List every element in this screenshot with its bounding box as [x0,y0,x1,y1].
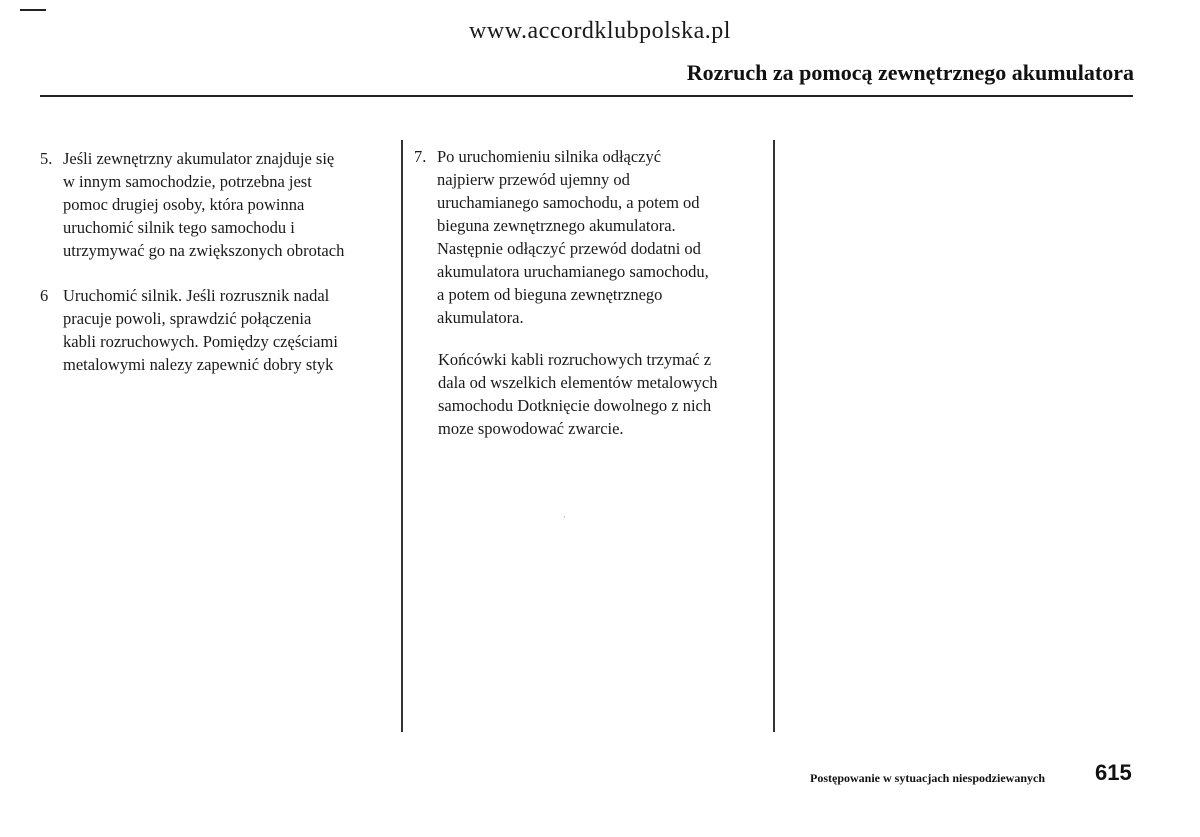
step-6 [40,284,390,376]
corner-dash-mark [20,9,46,11]
footer-chapter-title: Postępowanie w sytuacjach niespodziewanych [810,771,1046,785]
step-5-number: 5. [40,149,53,168]
column-divider-left [401,140,403,732]
step-6-text: Uruchomić silnik. Jeśli rozrusznik nadal pracuje powoli, sprawdzić połączenia kabli rozruchowych. Pomiędzy częściami metalowymi nalezy zapewnić dobry styk [63,286,338,374]
step-7 [414,145,764,329]
stray-mark: ` [563,515,566,524]
page-number: 615 [1095,760,1132,785]
warning-note: Końcówki kabli rozruchowych trzymać z dala od wszelkich elementów metalowych samochodu Dotknięcie dowolnego z nich moze spowodować zwarcie. [438,350,718,438]
site-url: www.accordklubpolska.pl [469,18,731,44]
step-6-number: 6 [40,286,49,305]
step-7-number: 7. [414,147,427,166]
step-5 [40,147,390,262]
header-rule [40,95,1133,97]
step-5-text: Jeśli zewnętrzny akumulator znajduje się w innym samochodzie, potrzebna jest pomoc drugiej osoby, która powinna uruchomić silnik tego samochodu i utrzymywać go na zwiększonych obrotach [63,149,345,260]
column-divider-right [773,140,775,732]
step-7-text: Po uruchomieniu silnika odłączyć najpierw przewód ujemny od uruchamianego samochodu, a potem od bieguna zewnętrznego akumulatora. Następnie odłączyć przewód dodatni od akumulatora uruchamianego samochodu, a potem od bieguna zewnętrznego akumulatora. [437,147,709,327]
section-title: Rozruch za pomocą zewnętrznego akumulatora [686,60,1134,85]
